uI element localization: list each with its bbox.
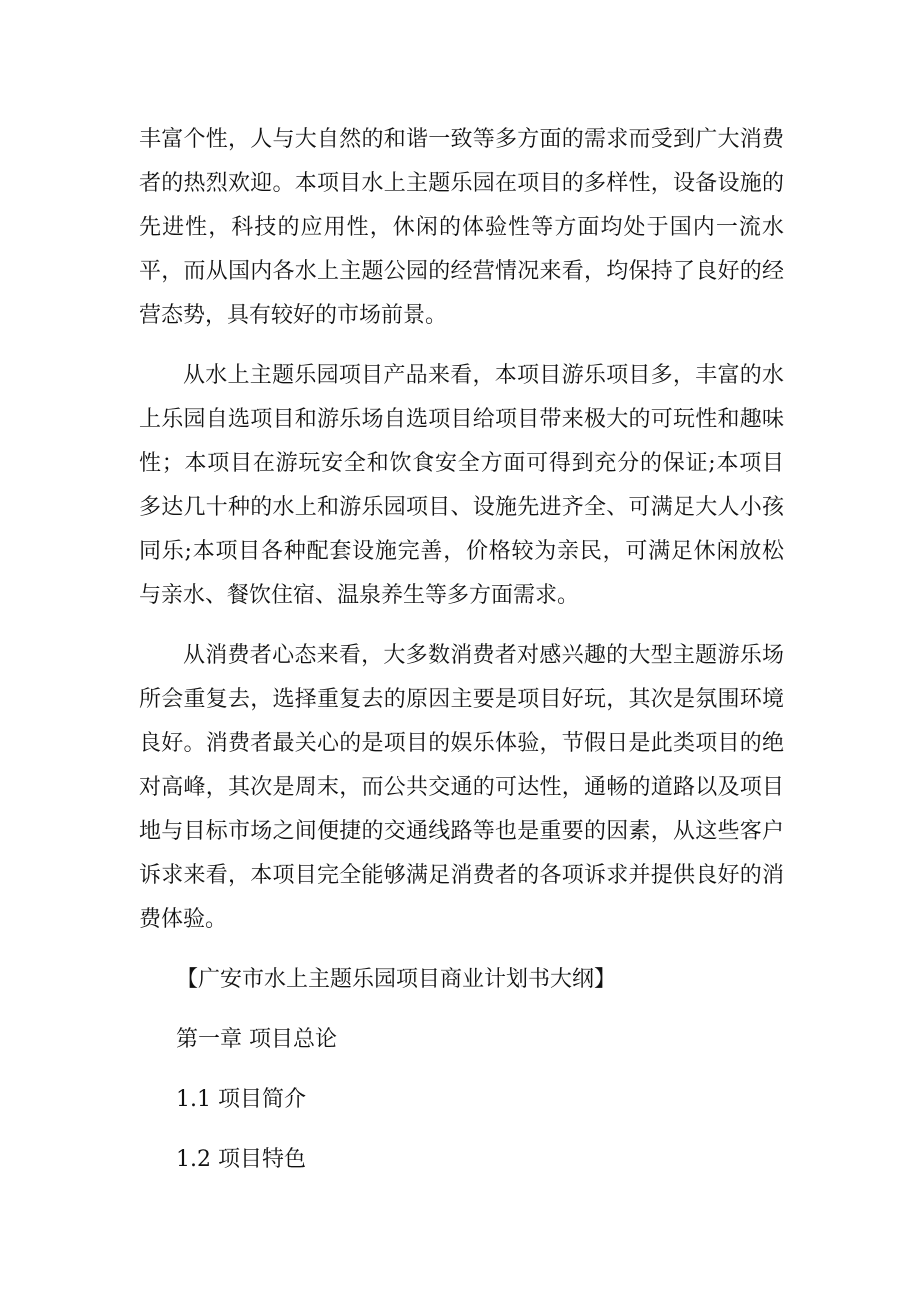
paragraph-consumer-analysis: 从消费者心态来看，大多数消费者对感兴趣的大型主题游乐场所会重复去，选择重复去的原因主要是项目好玩，其次是氛围环境良好。消费者最关心的是项目的娱乐体验，节假日是此类项目的绝对高峰，其次是周末，而公共交通的可达性，通畅的道路以及项目地与目标市场之间便捷的交通线路等也是重要的因素，从这些客户诉求来看，本项目完全能够满足消费者的各项诉求并提供良好的消费体验。 xyxy=(139,643,784,932)
section-heading-1-1: 1.1 项目简介 xyxy=(176,1087,306,1112)
paragraph-product-analysis: 从水上主题乐园项目产品来看，本项目游乐项目多，丰富的水上乐园自选项目和游乐场自选项目给项目带来极大的可玩性和趣味性；本项目在游玩安全和饮食安全方面可得到充分的保证;本项目多达几十种的水上和游乐园项目、设施先进齐全、可满足大人小孩同乐;本项目各种配套设施完善，价格较为亲民，可满足休闲放松与亲水、餐饮住宿、温泉养生等多方面需求。 xyxy=(139,363,784,608)
document-body xyxy=(139,118,784,1198)
section-heading-1-2: 1.2 项目特色 xyxy=(176,1147,306,1172)
paragraph-market-prospect: 丰富个性，人与大自然的和谐一致等多方面的需求而受到广大消费者的热烈欢迎。本项目水上主题乐园在项目的多样性，设备设施的先进性，科技的应用性，休闲的体验性等方面均处于国内一流水平，而从国内各水上主题公园的经营情况来看，均保持了良好的经营态势，具有较好的市场前景。 xyxy=(139,127,784,328)
outline-title: 【广安市水上主题乐园项目商业计划书大纲】 xyxy=(176,967,617,992)
chapter-heading: 第一章 项目总论 xyxy=(176,1027,337,1052)
